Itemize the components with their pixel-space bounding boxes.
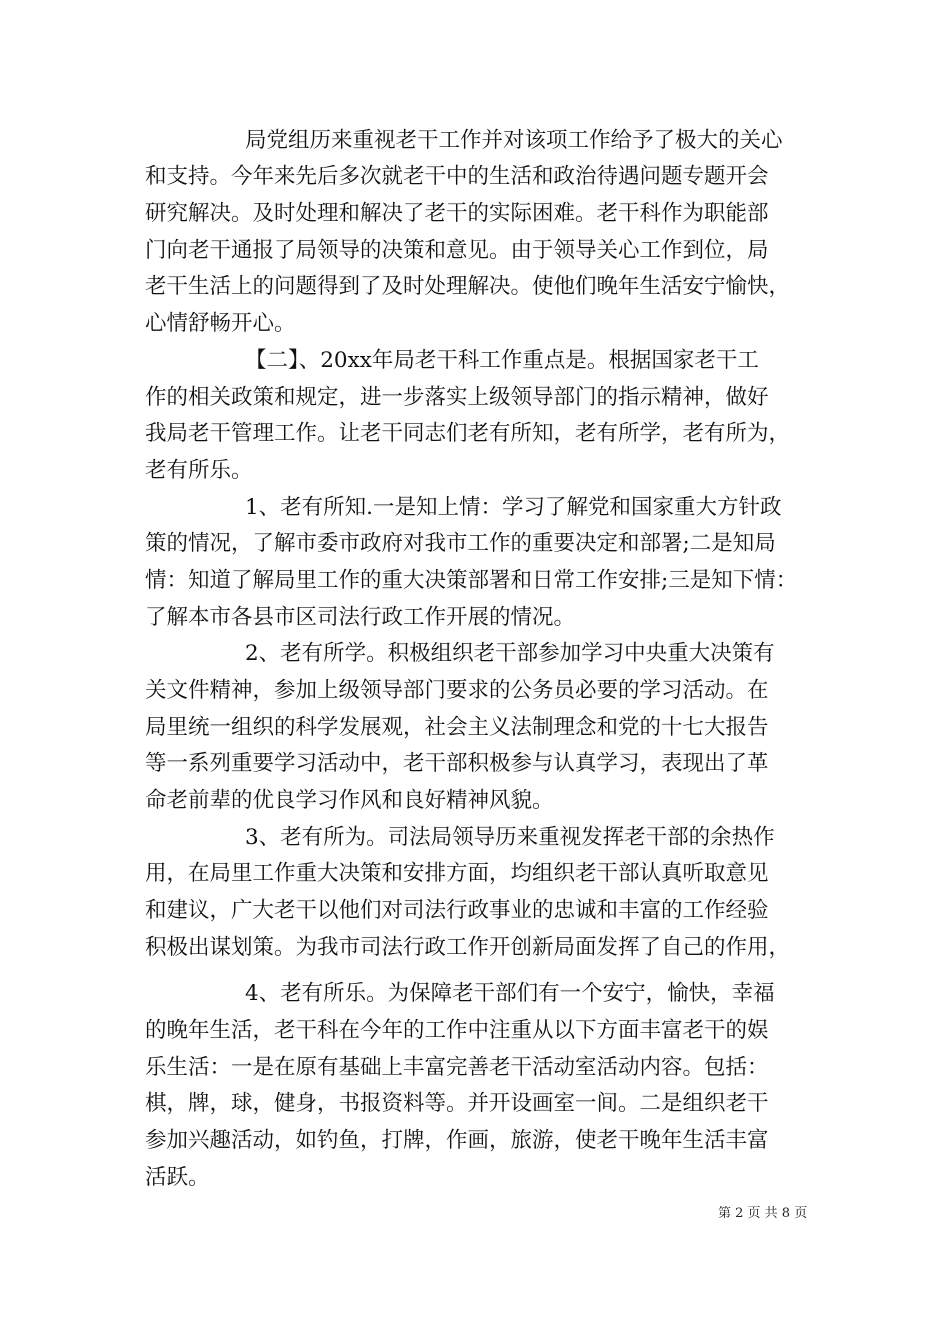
text-line: 参加兴趣活动，如钓鱼，打牌，作画，旅游，使老干晚年生活丰富: [145, 1128, 769, 1153]
text-line: 和支持。今年来先后多次就老干中的生活和政治待遇问题专题开会: [145, 164, 769, 189]
text-line: 老有所乐。: [145, 458, 253, 483]
text-line: 我局老干管理工作。让老干同志们老有所知，老有所学，老有所为，: [145, 421, 791, 446]
text-line: 命老前辈的优良学习作风和良好精神风貌。: [145, 788, 554, 813]
text-line: 心情舒畅开心。: [145, 311, 296, 336]
text-line: 老干生活上的问题得到了及时处理解决。使他们晚年生活安宁愉快，: [145, 274, 791, 299]
text-line: 乐生活：一是在原有基础上丰富完善老干活动室活动内容。包括：: [145, 1055, 769, 1080]
text-line: 了解本市各县市区司法行政工作开展的情况。: [145, 605, 576, 630]
text-line: 策的情况，了解市委市政府对我市工作的重要决定和部署;二是知局: [145, 531, 776, 556]
text-line: 棋，牌，球，健身，书报资料等。并开设画室一间。二是组织老干: [145, 1091, 769, 1116]
text-line: 情：知道了解局里工作的重大决策部署和日常工作安排;三是知下情：: [145, 568, 798, 593]
text-line: 2、老有所学。积极组织老干部参加学习中央重大决策有: [245, 641, 775, 666]
text-line: 研究解决。及时处理和解决了老干的实际困难。老干科作为职能部: [145, 201, 769, 226]
text-line: 积极出谋划策。为我市司法行政工作开创新局面发挥了自己的作用，: [145, 935, 791, 960]
text-line: 关文件精神，参加上级领导部门要求的公务员必要的学习活动。在: [145, 678, 769, 703]
text-line: 局里统一组织的科学发展观，社会主义法制理念和党的十七大报告: [145, 715, 769, 740]
text-line: 【二】、20xx年局老干科工作重点是。根据国家老干工: [245, 348, 759, 373]
text-line: 活跃。: [145, 1165, 210, 1190]
page-number: 第 2 页 共 8 页: [718, 1206, 808, 1221]
text-line: 和建议，广大老干以他们对司法行政事业的忠诚和丰富的工作经验: [145, 898, 769, 923]
text-line: 3、老有所为。司法局领导历来重视发挥老干部的余热作: [245, 825, 775, 850]
text-line: 局党组历来重视老干工作并对该项工作给予了极大的关心: [245, 128, 783, 153]
text-line: 用，在局里工作重大决策和安排方面，均组织老干部认真听取意见: [145, 861, 769, 886]
text-line: 等一系列重要学习活动中，老干部积极参与认真学习，表现出了革: [145, 751, 769, 776]
text-line: 4、老有所乐。为保障老干部们有一个安宁，愉快，幸福: [245, 981, 775, 1006]
text-line: 1、老有所知.一是知上情：学习了解党和国家重大方针政: [245, 495, 782, 520]
text-line: 的晚年生活，老干科在今年的工作中注重从以下方面丰富老干的娱: [145, 1018, 769, 1043]
text-line: 门向老干通报了局领导的决策和意见。由于领导关心工作到位，局: [145, 238, 769, 263]
text-line: 作的相关政策和规定，进一步落实上级领导部门的指示精神，做好: [145, 385, 769, 410]
